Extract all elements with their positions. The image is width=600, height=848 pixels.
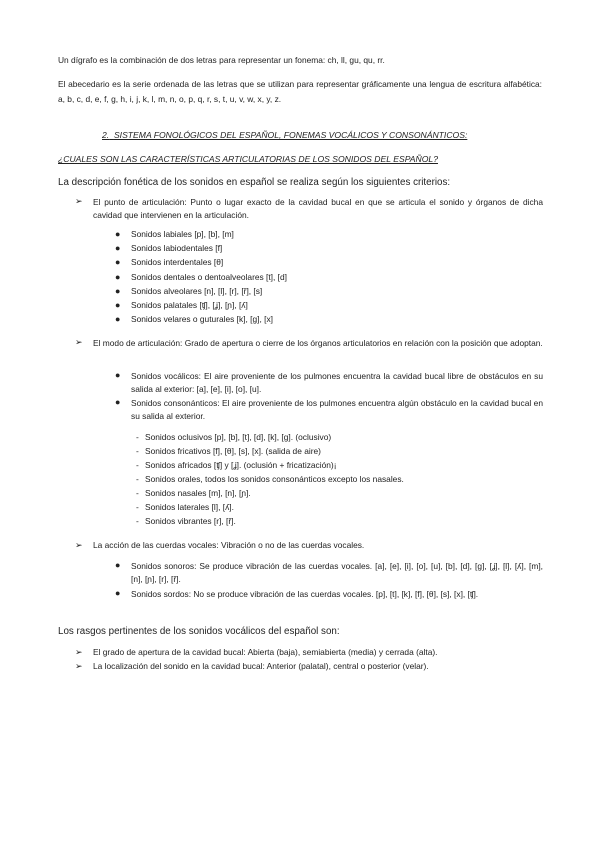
arrow-icon: ➢	[75, 196, 83, 206]
cuerdas-vocales-text: La acción de las cuerdas vocales: Vibración o no de las cuerdas vocales.	[93, 540, 365, 550]
dash-icon: -	[136, 474, 139, 484]
modo-subitem: Sonidos vibrantes [r], [ř].	[145, 516, 236, 526]
modo-articulacion-text: El modo de articulación: Grado de apertura o cierre de los órganos articulatorios en relación con la posición que adoptan.	[93, 338, 543, 348]
bullet-icon: ●	[115, 314, 121, 324]
modo-subitem: Sonidos oclusivos [p], [b], [t], [d], [k], [g]. (oclusivo)	[145, 432, 332, 442]
rasgos-item: La localización del sonido en la cavidad bucal: Anterior (palatal), central o posterior (velar).	[93, 661, 429, 671]
dash-icon: -	[136, 488, 139, 498]
bullet-icon: ●	[115, 397, 121, 407]
sonidos-vocalicos-text: Sonidos vocálicos: El aire proveniente de los pulmones encuentra la cavidad bucal libre de obstáculos en su salida al exterior: [a], [e], [i], [o], [u].	[131, 371, 543, 394]
punto-item: Sonidos labiodentales [f]	[131, 243, 223, 253]
modo-subitem: Sonidos fricativos [f], [θ], [s], [x]. (salida de aire)	[145, 446, 321, 456]
arrow-icon: ➢	[75, 661, 83, 671]
punto-item: Sonidos velares o guturales [k], [g], [x]	[131, 314, 273, 324]
bullet-icon: ●	[115, 560, 121, 570]
bullet-icon: ●	[115, 588, 121, 598]
punto-item: Sonidos palatales [ʧ], [ʝ], [ɲ], [ʎ]	[131, 300, 248, 310]
bullet-icon: ●	[115, 300, 121, 310]
punto-item: Sonidos dentales o dentoalveolares [t], [d]	[131, 272, 287, 282]
bullet-icon: ●	[115, 286, 121, 296]
bullet-icon: ●	[115, 257, 121, 267]
bullet-icon: ●	[115, 272, 121, 282]
punto-item: Sonidos interdentales [θ]	[131, 257, 224, 267]
dash-icon: -	[136, 502, 139, 512]
section-lead: La descripción fonética de los sonidos en español se realiza según los siguientes criterios:	[58, 177, 451, 188]
arrow-icon: ➢	[75, 647, 83, 657]
arrow-icon: ➢	[75, 540, 83, 550]
arrow-icon: ➢	[75, 337, 83, 347]
bullet-icon: ●	[115, 370, 121, 380]
dash-icon: -	[136, 460, 139, 470]
sonidos-sonoros-text: Sonidos sonoros: Se produce vibración de las cuerdas vocales. [a], [e], [i], [o], [u], [b], [d], [g], [ʝ], [l], [ʎ], [m], [n], [ɲ], [r], [ř].	[131, 561, 543, 584]
bullet-icon: ●	[115, 229, 121, 239]
sonidos-sordos-text: Sonidos sordos: No se produce vibración de las cuerdas vocales. [p], [t], [k], [f], [θ], [s], [x], [ʧ].	[131, 589, 479, 599]
modo-subitem: Sonidos nasales [m], [n], [ɲ].	[145, 488, 251, 498]
punto-item: Sonidos alveolares [n], [l], [r], [ř], [s]	[131, 286, 263, 296]
modo-subitem: Sonidos africados [ʧ] y [ʝ]. (oclusión + fricatización)¡	[145, 460, 337, 470]
bullet-icon: ●	[115, 243, 121, 253]
section-title: SISTEMA FONOLÓGICOS DEL ESPAÑOL, FONEMAS VOCÁLICOS Y CONSONÁNTICOS:	[113, 130, 468, 140]
rasgos-item: El grado de apertura de la cavidad bucal: Abierta (baja), semiabierta (media) y cerrada (alta).	[93, 647, 438, 657]
punto-item: Sonidos labiales [p], [b], [m]	[131, 229, 234, 239]
section-question: ¿CUALES SON LAS CARACTERÍSTICAS ARTICULATORIAS DE LOS SONIDOS DEL ESPAÑOL?	[58, 154, 438, 164]
sonidos-consonanticos-text: Sonidos consonánticos: El aire proveniente de los pulmones encuentra algún obstáculo en la cavidad bucal en su salida al exterior.	[131, 398, 543, 421]
modo-subitem: Sonidos laterales [l], [ʎ].	[145, 502, 234, 512]
section-heading	[102, 130, 467, 141]
dash-icon: -	[136, 516, 139, 526]
rasgos-lead: Los rasgos pertinentes de los sonidos vocálicos del español son:	[58, 626, 340, 637]
abecedario-paragraph: El abecedario es la serie ordenada de las letras que se utilizan para representar gráficamente una lengua de escritura alfabética: a, b, c, d, e, f, g, h, i, j, k, l, m, n, o, p, q, r, s, t, u, v, w, x, y, z.	[58, 79, 542, 104]
dash-icon: -	[136, 432, 139, 442]
section-number: 2.	[102, 130, 110, 140]
modo-subitem: Sonidos orales, todos los sonidos consonánticos excepto los nasales.	[145, 474, 404, 484]
punto-articulacion-text: El punto de articulación: Punto o lugar exacto de la cavidad bucal en que se articula el sonido y órganos de dicha cavidad que intervienen en la articulación.	[93, 197, 543, 220]
digrafo-paragraph: Un dígrafo es la combinación de dos letras para representar un fonema: ch, ll, gu, qu, rr.	[58, 55, 385, 65]
dash-icon: -	[136, 446, 139, 456]
